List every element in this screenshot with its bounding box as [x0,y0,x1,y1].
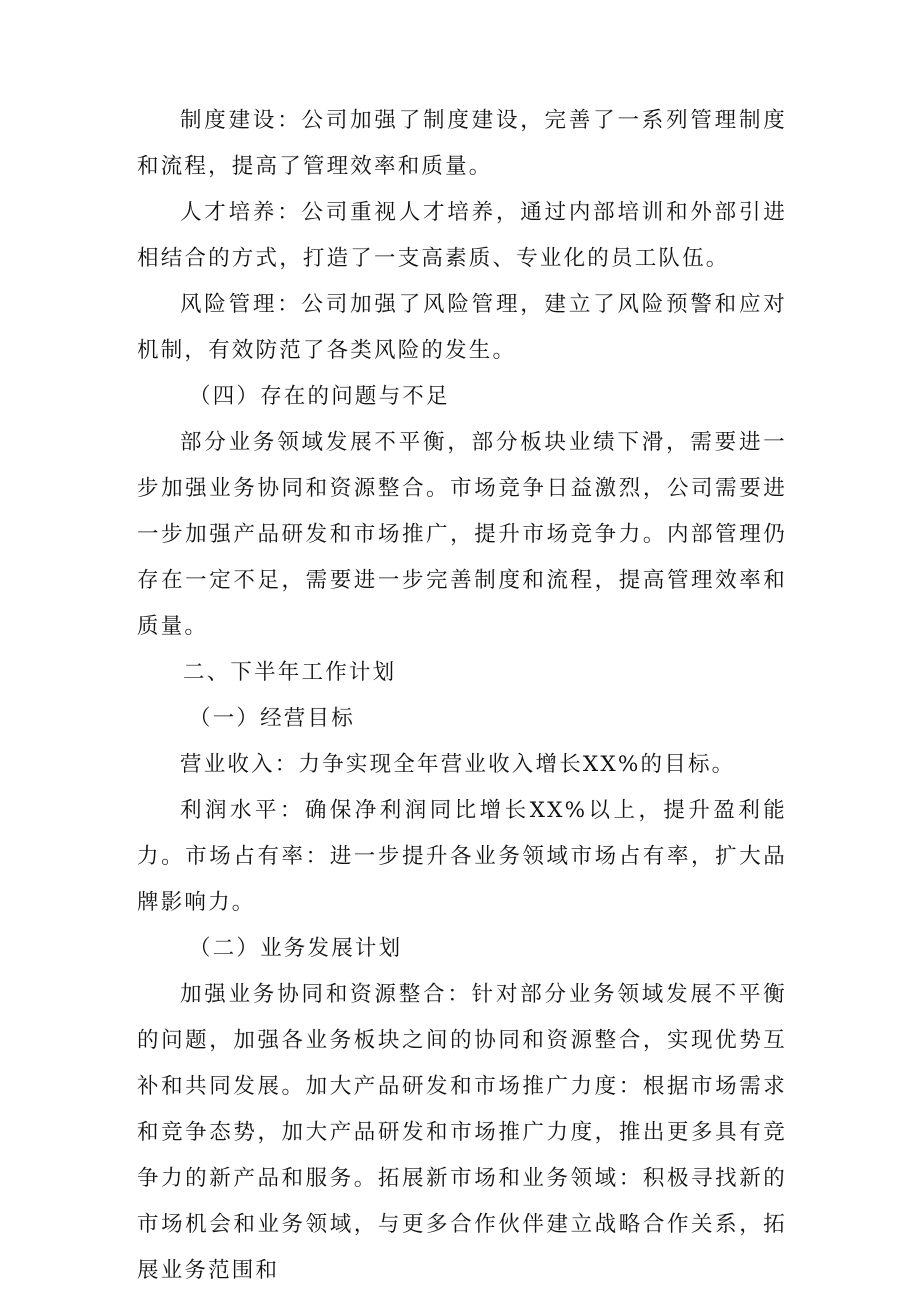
heading-business-development-plan: （二）业务发展计划 [189,936,403,961]
heading-second-half-plan: 二、下半年工作计划 [183,660,397,685]
document-page [137,98,787,1294]
para-revenue-goal: 营业收入：力争实现全年营业收入增长XX%的目标。 [180,752,736,777]
para-risk-management: 风险管理：公司加强了风险管理，建立了风险预警和应对机制，有效防范了各类风险的发生。 [137,292,787,363]
para-talent-cultivation: 人才培养：公司重视人才培养，通过内部培训和外部引进相结合的方式，打造了一支高素质、专业化的员工队伍。 [137,200,787,271]
heading-business-goals: （一）经营目标 [189,706,355,731]
para-development-detail: 加强业务协同和资源整合：针对部分业务领域发展不平衡的问题，加强各业务板块之间的协同和资源整合，实现优势互补和共同发展。加大产品研发和市场推广力度：根据市场需求和竞争态势，加大产品研发和市场推广力度，推出更多具有竞争力的新产品和服务。拓展新市场和业务领域：积极寻找新的市场机会和业务领域，与更多合作伙伴建立战略合作关系，拓展业务范围和 [137,982,787,1283]
para-institution-building: 制度建设：公司加强了制度建设，完善了一系列管理制度和流程，提高了管理效率和质量。 [137,108,787,179]
heading-problems-shortcomings: （四）存在的问题与不足 [189,384,450,409]
para-problems-detail: 部分业务领域发展不平衡，部分板块业绩下滑，需要进一步加强业务协同和资源整合。市场竞争日益激烈，公司需要进一步加强产品研发和市场推广，提升市场竞争力。内部管理仍存在一定不足，需要进一步完善制度和流程，提高管理效率和质量。 [137,430,787,639]
para-profit-market-goal: 利润水平：确保净利润同比增长XX%以上，提升盈利能力。市场占有率：进一步提升各业务领域市场占有率，扩大品牌影响力。 [137,798,787,915]
